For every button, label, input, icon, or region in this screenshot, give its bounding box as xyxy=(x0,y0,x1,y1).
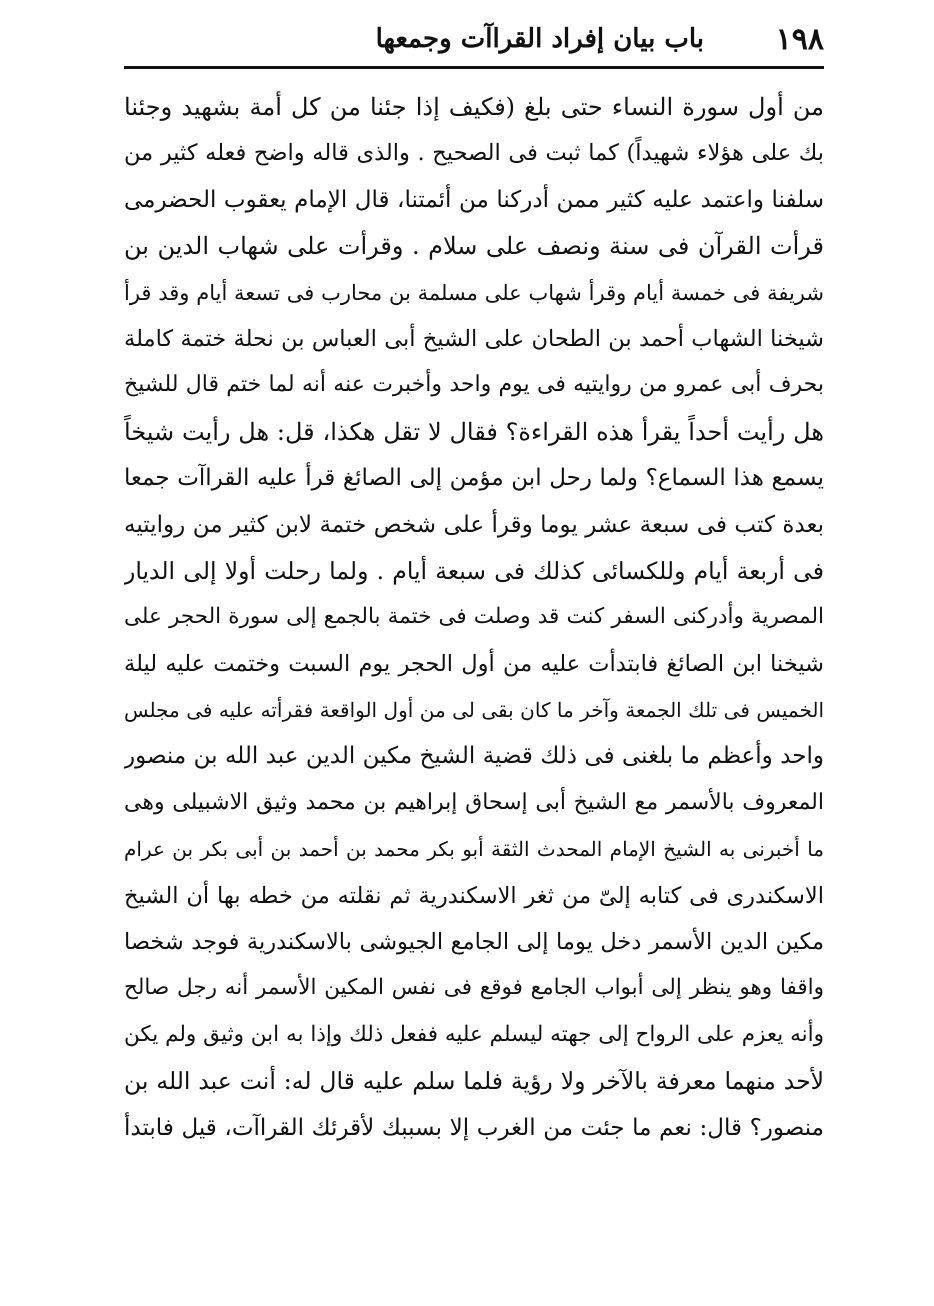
text-line: منصور؟ قال: نعم ما جئت من الغرب إلا بسببك لأقرئك القراآت، قيل فابتدأ xyxy=(124,1114,824,1141)
text-line: الخميس فى تلك الجمعة وآخر ما كان بقى لى من أول الواقعة فقرأته عليه فى مجلس xyxy=(124,698,824,723)
page-header xyxy=(124,18,824,66)
text-line: واقفا وهو ينظر إلى أبواب الجامع فوقع فى نفس المكين الأسمر أنه رجل صالح xyxy=(124,975,824,1001)
text-line: ما أخبرنى به الشيخ الإمام المحدث الثقة أبو بكر محمد بن أحمد بن أبى بكر بن عرام xyxy=(124,837,824,862)
text-line: لأحد منهما معرفة بالآخر ولا رؤية فلما سلم عليه قال له: أنت عبد الله بن xyxy=(124,1067,824,1096)
text-line: قرأت القرآن فى سنة ونصف على سلام . وقرأت على شهاب الدين بن xyxy=(124,232,824,261)
header-rule xyxy=(124,66,824,69)
page-number: ١٩٨ xyxy=(775,22,824,57)
text-line: بك على هؤلاء شهيداً) كما ثبت فى الصحيح . والذى قاله واضح فعله كثير من xyxy=(124,140,824,167)
text-line: فى أربعة أيام وللكسائى كذلك فى سبعة أيام . ولما رحلت أولا إلى الديار xyxy=(124,556,824,585)
body-text xyxy=(124,84,824,1151)
text-line: هل رأيت أحداً يقرأ هذه القراءة؟ فقال لا تقل هكذا، قل: هل رأيت شيخاً xyxy=(124,417,824,446)
text-line: شيخنا ابن الصائغ فابتدأت عليه من أول الحجر يوم السبت وختمت عليه ليلة xyxy=(124,650,824,677)
text-line: المعروف بالأسمر مع الشيخ أبى إسحاق إبراهيم بن محمد وثيق الاشبيلى وهى xyxy=(124,789,824,815)
text-line: بحرف أبى عمرو من روايتيه فى يوم واحد وأخبرت عنه أنه لما ختم قال للشيخ xyxy=(124,372,824,398)
text-line: سلفنا واعتمد عليه كثير ممن أدركنا من أئمتنا، قال الإمام يعقوب الحضرمى xyxy=(124,186,824,213)
text-line: بعدة كتب فى سبعة عشر يوما وقرأ على شخص ختمة لابن كثير من روايتيه xyxy=(124,511,824,538)
text-line: مكين الدين الأسمر دخل يوما إلى الجامع الجيوشى بالاسكندرية فوجد شخصا xyxy=(124,929,824,956)
text-line: واحد وأعظم ما بلغنى فى ذلك قضية الشيخ مكين الدين عبد الله بن منصور xyxy=(124,743,824,770)
running-title: باب بيان إفراد القراآت وجمعها xyxy=(375,24,704,54)
text-line: وأنه يعزم على الرواح إلى جهته ليسلم عليه ففعل ذلك وإذا به ابن وثيق ولم يكن xyxy=(124,1021,824,1047)
text-line: شيخنا الشهاب أحمد بن الطحان على الشيخ أبى العباس بن نحلة ختمة كاملة xyxy=(124,325,824,352)
text-line: الاسكندرى فى كتابه إلىّ من ثغر الاسكندرية ثم نقلته من خطه بها أن الشيخ xyxy=(124,882,824,909)
text-line: من أول سورة النساء حتى بلغ (فكيف إذا جئنا من كل أمة بشهيد وجئنا xyxy=(124,93,824,121)
text-line: يسمع هذا السماع؟ ولما رحل ابن مؤمن إلى الصائغ قرأ عليه القراآت جمعا xyxy=(124,465,824,492)
text-line: شريفة فى خمسة أيام وقرأ شهاب على مسلمة بن محارب فى تسعة أيام وقد قرأ xyxy=(124,280,824,305)
text-line: المصرية وأدركنى السفر كنت قد وصلت فى ختمة بالجمع إلى سورة الحجر على xyxy=(124,604,824,630)
